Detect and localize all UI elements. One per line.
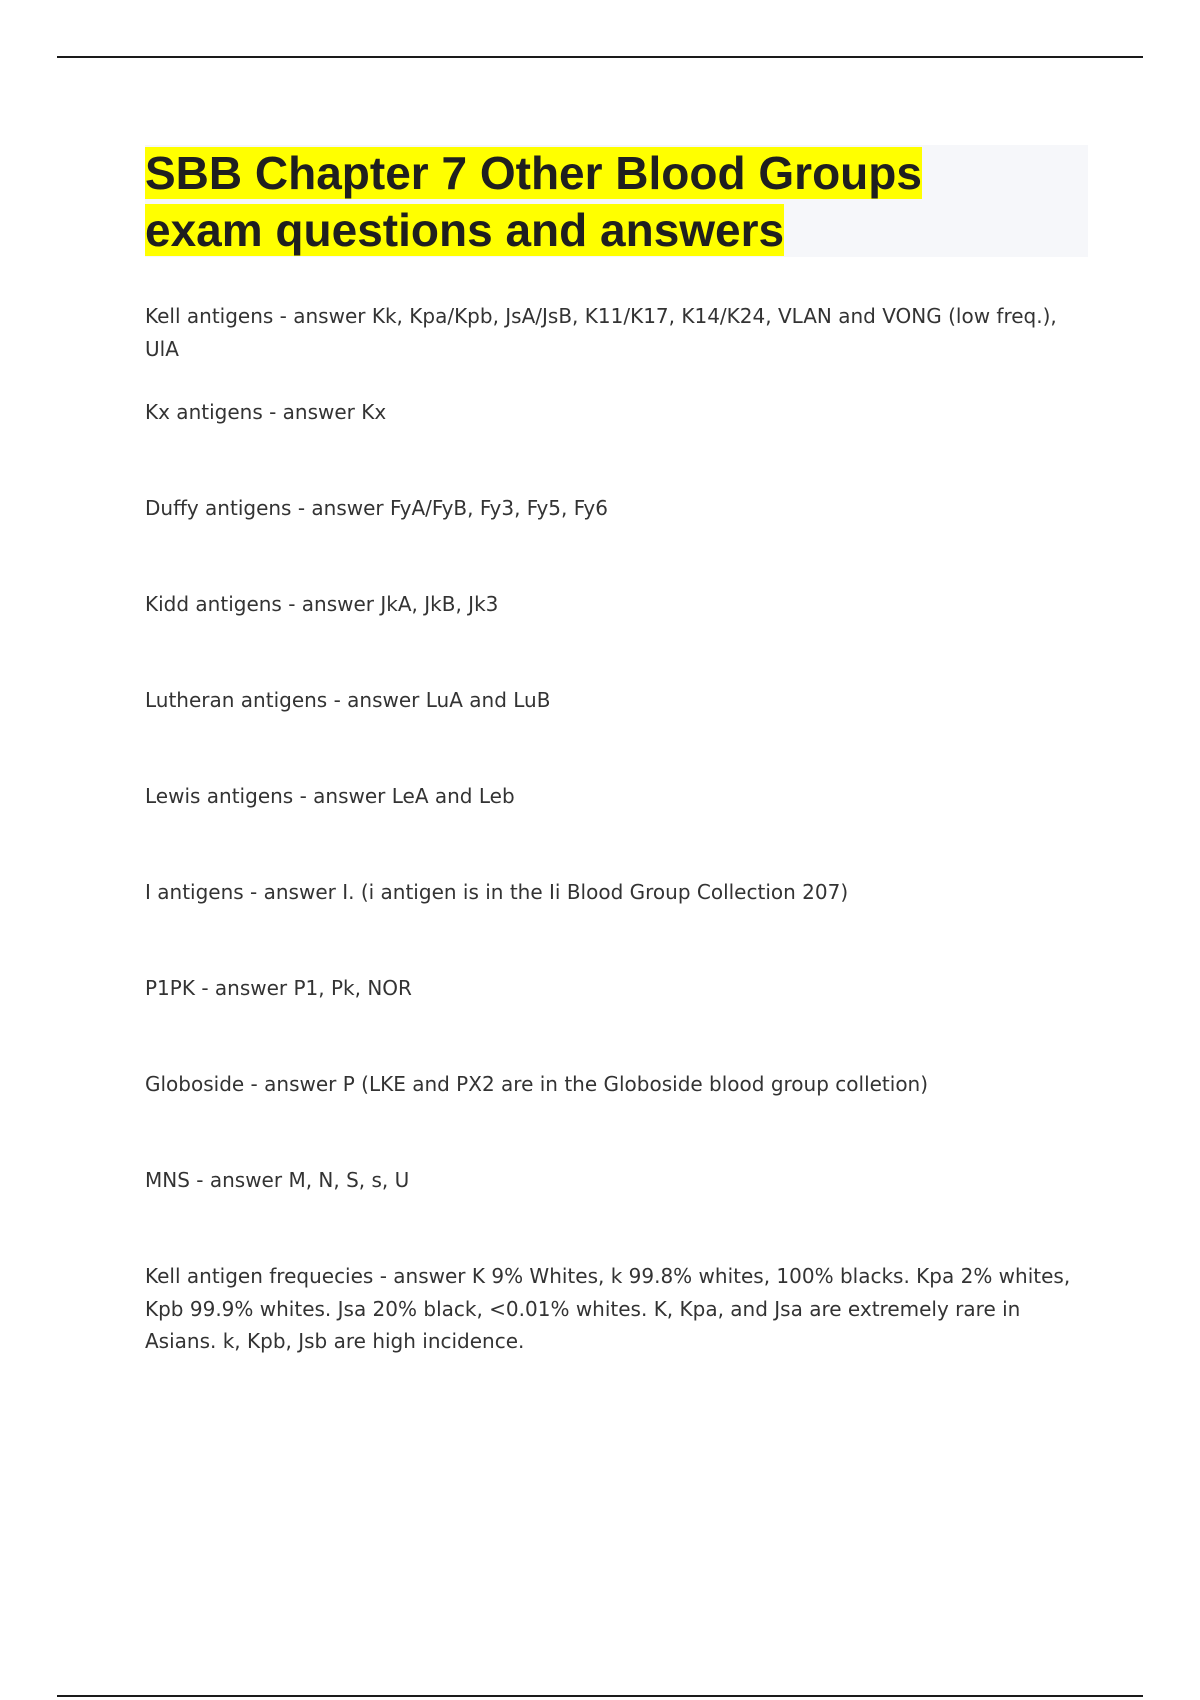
title-line-2: exam questions and answers: [145, 204, 785, 256]
qa-item-kell-frequencies: Kell antigen frequecies - answer K 9% Whites, k 99.8% whites, 100% blacks. Kpa 2% whites, Kpb 99.9% whites. Jsa 20% black, <0.01% whites. K, Kpa, and Jsa are extremely rare in Asians. k, Kpb, Jsb are high incidence.: [145, 1264, 1071, 1353]
top-divider: [57, 56, 1143, 58]
qa-list: [145, 300, 1090, 1358]
qa-item-mns: MNS - answer M, N, S, s, U: [145, 1168, 410, 1192]
document-title: [145, 145, 1088, 259]
qa-item-kx: Kx antigens - answer Kx: [145, 400, 387, 424]
qa-item-lewis: Lewis antigens - answer LeA and Leb: [145, 784, 515, 808]
qa-item-kell: Kell antigens - answer Kk, Kpa/Kpb, JsA/JsB, K11/K17, K14/K24, VLAN and VONG (low freq.), UlA: [145, 304, 1057, 361]
title-block: [145, 145, 1088, 257]
qa-item-p1pk: P1PK - answer P1, Pk, NOR: [145, 976, 412, 1000]
qa-item-i-antigens: I antigens - answer I. (i antigen is in the Ii Blood Group Collection 207): [145, 880, 849, 904]
qa-item-lutheran: Lutheran antigens - answer LuA and LuB: [145, 688, 551, 712]
bottom-divider: [57, 1695, 1143, 1697]
qa-item-globoside: Globoside - answer P (LKE and PX2 are in the Globoside blood group colletion): [145, 1072, 929, 1096]
qa-item-duffy: Duffy antigens - answer FyA/FyB, Fy3, Fy5, Fy6: [145, 496, 608, 520]
qa-item-kidd: Kidd antigens - answer JkA, JkB, Jk3: [145, 592, 499, 616]
title-line-1: SBB Chapter 7 Other Blood Groups: [145, 147, 922, 199]
